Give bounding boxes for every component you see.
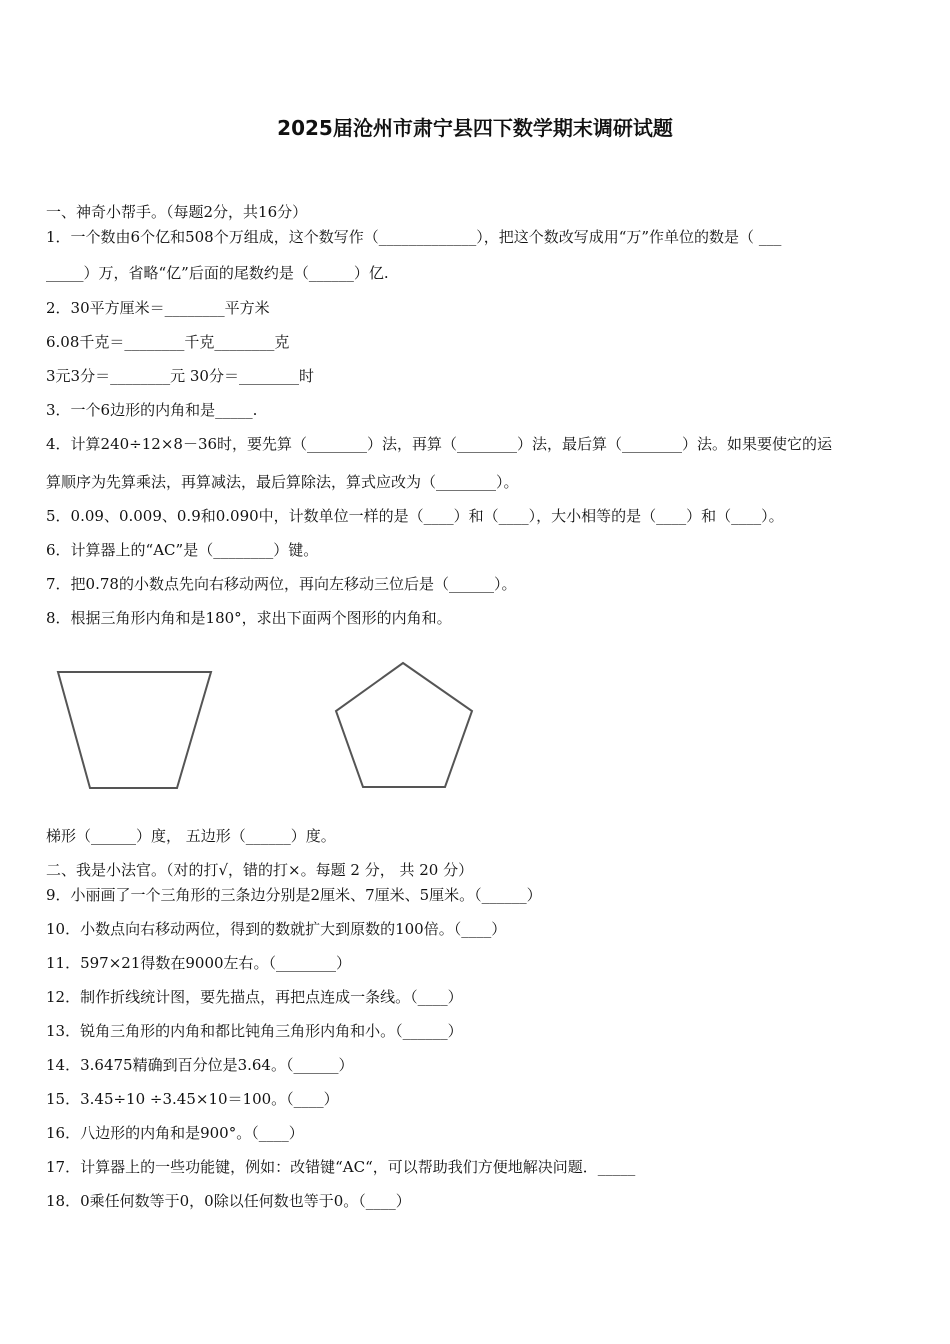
question-line: 12．制作折线统计图，要先描点，再把点连成一条线。（____） — [46, 988, 463, 1006]
question-line: 18．0乘任何数等于0，0除以任何数也等于0。（____） — [46, 1192, 411, 1210]
section1-heading: 一、神奇小帮手。（每题2分，共16分） — [46, 203, 308, 221]
question-line: 7．把0.78的小数点先向右移动两位，再向左移动三位后是（______）。 — [46, 575, 517, 593]
answer-line: 梯形（______）度， 五边形（______）度。 — [46, 827, 336, 845]
question-line: 8．根据三角形内角和是180°，求出下面两个图形的内角和。 — [46, 609, 452, 627]
pentagon-figure — [330, 655, 480, 795]
question-line: 算顺序为先算乘法，再算减法，最后算除法，算式应改为（________）。 — [46, 473, 519, 491]
question-line: 2．30平方厘米＝________平方米 — [46, 299, 270, 317]
question-line: 3元3分＝________元 30分＝________时 — [46, 367, 314, 385]
question-line: 1．一个数由6个亿和508个万组成，这个数写作（_____________），把这个数改写成用“万”作单位的数是（ ___ — [46, 228, 782, 246]
question-line: 11．597×21得数在9000左右。（________） — [46, 954, 352, 972]
pentagon-shape — [336, 663, 472, 787]
page-title: 2025届沧州市肃宁县四下数学期末调研试题 — [277, 116, 673, 140]
question-line: 4．计算240÷12×8－36时，要先算（________）法，再算（________）法，最后算（________）法。如果要使它的运 — [46, 435, 833, 453]
question-line: 3．一个6边形的内角和是_____. — [46, 401, 258, 419]
question-line: _____）万，省略“亿”后面的尾数约是（______）亿. — [46, 264, 389, 282]
question-line: 5．0.09、0.009、0.9和0.090中，计数单位一样的是（____）和（____），大小相等的是（____）和（____）。 — [46, 507, 784, 525]
question-line: 9．小丽画了一个三角形的三条边分别是2厘米、7厘米、5厘米。（______） — [46, 886, 542, 904]
trapezoid-figure — [50, 665, 220, 795]
question-line: 14．3.6475精确到百分位是3.64。（______） — [46, 1056, 354, 1074]
question-line: 6．计算器上的“AC”是（________）键。 — [46, 541, 319, 559]
question-line: 17．计算器上的一些功能键，例如：改错键“AC“，可以帮助我们方便地解决问题．_____ — [46, 1158, 636, 1176]
section2-heading: 二、我是小法官。（对的打√，错的打×。每题 2 分， 共 20 分） — [46, 861, 474, 879]
question-line: 6.08千克＝________千克________克 — [46, 333, 290, 351]
question-line: 10．小数点向右移动两位，得到的数就扩大到原数的100倍。（____） — [46, 920, 507, 938]
trapezoid-shape — [58, 672, 211, 788]
question-line: 15．3.45÷10 ÷3.45×10＝100。（____） — [46, 1090, 339, 1108]
question-line: 13．锐角三角形的内角和都比钝角三角形内角和小。（______） — [46, 1022, 463, 1040]
question-line: 16．八边形的内角和是900°。（____） — [46, 1124, 304, 1142]
